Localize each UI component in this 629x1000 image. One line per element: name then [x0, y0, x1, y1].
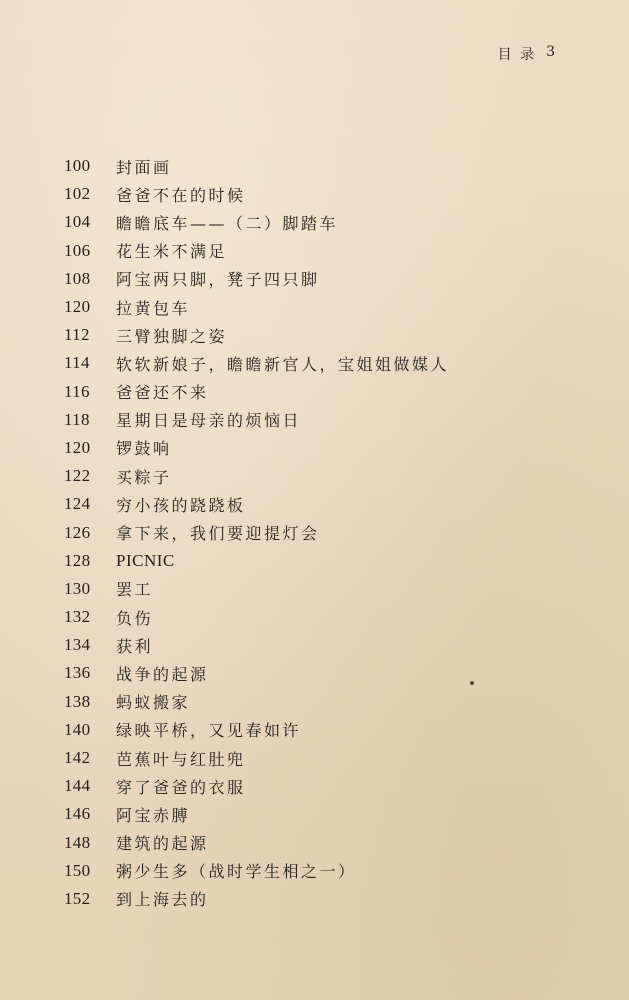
toc-page-number: 146 [64, 804, 91, 824]
table-of-contents [64, 152, 584, 913]
toc-page-number: 118 [64, 409, 90, 429]
toc-entry [64, 434, 584, 462]
toc-entry [64, 152, 584, 180]
toc-title: 拿下来，我们要迎提灯会 [116, 524, 320, 544]
toc-entry [64, 378, 584, 406]
toc-page-number: 108 [64, 268, 91, 288]
toc-page-number: 142 [64, 748, 91, 768]
toc-entry [64, 885, 584, 913]
toc-entry [64, 406, 584, 434]
toc-page-number: 104 [64, 212, 91, 232]
toc-entry [64, 208, 584, 236]
toc-page-number: 136 [64, 663, 91, 683]
toc-entry [64, 857, 584, 885]
toc-entry [64, 462, 584, 490]
toc-page-number: 120 [64, 297, 91, 317]
toc-title: 芭蕉叶与红肚兜 [116, 749, 246, 769]
toc-entry [64, 180, 584, 208]
toc-entry [64, 547, 584, 575]
toc-title: 花生米不满足 [116, 242, 228, 262]
toc-page-number: 120 [64, 437, 91, 457]
toc-title: 阿宝赤膊 [116, 805, 191, 825]
toc-title: 爸爸不在的时候 [116, 185, 246, 205]
toc-page-number: 140 [64, 719, 91, 739]
toc-page-number: 116 [64, 381, 90, 401]
toc-title: 绿映平桥，又见春如许 [116, 721, 302, 741]
toc-title: 三臂独脚之姿 [116, 326, 228, 346]
toc-title: 战争的起源 [116, 664, 209, 684]
toc-title: 罢工 [116, 580, 154, 600]
toc-page-number: 114 [64, 353, 90, 373]
toc-entry [64, 631, 584, 659]
toc-page-number: 150 [64, 860, 91, 880]
toc-title: PICNIC [116, 550, 175, 570]
toc-entry [64, 744, 584, 772]
section-title: 目 录 [497, 47, 537, 63]
toc-entry [64, 490, 584, 518]
toc-page-number: 144 [64, 776, 91, 796]
toc-page-number: 130 [64, 578, 91, 598]
toc-title: 负伤 [116, 608, 154, 628]
toc-entry [64, 321, 584, 349]
toc-page-number: 100 [64, 156, 91, 176]
toc-page-number: 102 [64, 184, 91, 204]
running-head [498, 44, 557, 64]
page-number: 3 [546, 44, 557, 60]
toc-entry [64, 237, 584, 265]
toc-title: 粥少生多（战时学生相之一） [116, 862, 357, 882]
toc-title: 建筑的起源 [116, 834, 209, 854]
toc-entry [64, 829, 584, 857]
toc-title: 爸爸还不来 [116, 383, 209, 403]
toc-title: 穿了爸爸的衣服 [116, 777, 246, 797]
toc-page-number: 138 [64, 691, 91, 711]
toc-title: 封面画 [116, 157, 172, 177]
toc-title: 拉黄包车 [116, 298, 191, 318]
toc-title: 星期日是母亲的烦恼日 [116, 411, 302, 431]
toc-entry [64, 772, 584, 800]
paper-speck [470, 681, 474, 685]
toc-title: 获利 [116, 636, 154, 656]
toc-entry [64, 575, 584, 603]
toc-title: 瞻瞻底车——（二）脚踏车 [116, 213, 339, 233]
toc-page-number: 126 [64, 522, 91, 542]
toc-page-number: 122 [64, 466, 91, 486]
toc-entry [64, 603, 584, 631]
toc-entry [64, 688, 584, 716]
toc-entry [64, 265, 584, 293]
toc-title: 穷小孩的跷跷板 [116, 495, 246, 515]
toc-title: 软软新娘子，瞻瞻新官人，宝姐姐做媒人 [116, 354, 450, 374]
toc-title: 到上海去的 [116, 890, 209, 910]
toc-entry [64, 293, 584, 321]
toc-page-number: 134 [64, 635, 91, 655]
toc-entry [64, 716, 584, 744]
toc-page-number: 152 [64, 888, 91, 908]
toc-title: 阿宝两只脚，凳子四只脚 [116, 270, 320, 290]
toc-page-number: 106 [64, 240, 91, 260]
toc-entry [64, 518, 584, 546]
toc-title: 买粽子 [116, 467, 172, 487]
toc-page-number: 124 [64, 494, 91, 514]
toc-entry [64, 659, 584, 687]
toc-page-number: 132 [64, 607, 91, 627]
toc-entry [64, 800, 584, 828]
toc-page-number: 112 [64, 325, 90, 345]
toc-title: 锣鼓响 [116, 439, 172, 459]
toc-title: 蚂蚁搬家 [116, 693, 191, 713]
toc-page-number: 128 [64, 550, 91, 570]
toc-page-number: 148 [64, 832, 91, 852]
toc-entry [64, 349, 584, 377]
